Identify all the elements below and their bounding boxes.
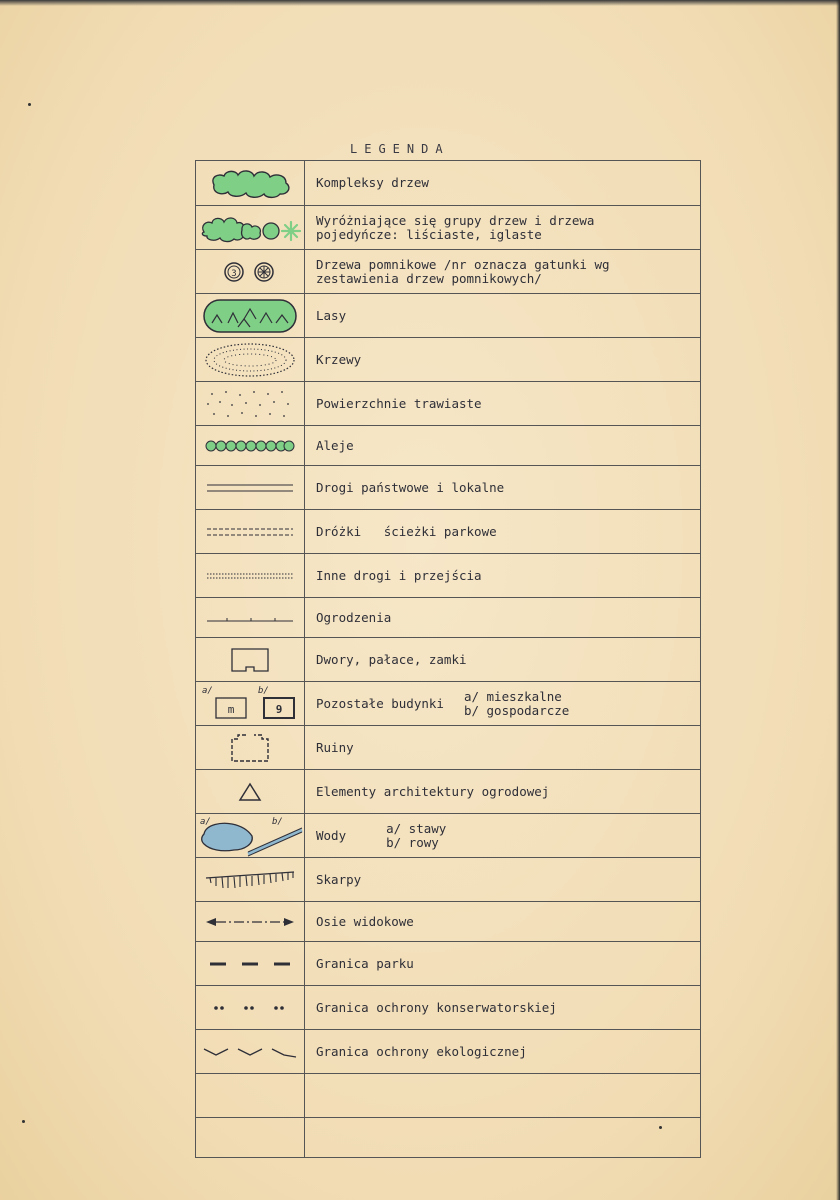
- label-a: a/: [202, 685, 213, 696]
- park-path-icon: [196, 510, 304, 553]
- legend-row: [196, 857, 700, 901]
- legend-row-text: [316, 814, 694, 857]
- shrubs-icon: [196, 338, 304, 381]
- manor-icon: [196, 638, 304, 681]
- legend-row: [196, 769, 700, 813]
- ecological-border-icon: [196, 1030, 304, 1073]
- buildings-sublabels: a/ mieszkalne b/ gospodarcze: [463, 688, 570, 718]
- legend-row: [196, 293, 700, 337]
- label-b: b/: [272, 816, 283, 827]
- legend-row: [196, 637, 700, 681]
- legend-row: [196, 161, 700, 205]
- legend-row-text: Powierzchnie trawiaste: [316, 395, 482, 411]
- legend-row-text: Wyróżniające się grupy drzew i drzewa pojedyńcze: liściaste, iglaste: [316, 212, 595, 242]
- legend-row-text: Ogrodzenia: [316, 609, 392, 625]
- fence-icon: [196, 598, 304, 637]
- legend-row: [196, 941, 700, 985]
- legend-row-text: Elementy architektury ogrodowej: [316, 783, 550, 799]
- legend-row-text: [316, 1074, 694, 1117]
- legend-table: [195, 160, 701, 1158]
- legend-row: [196, 813, 700, 857]
- legend-row: [196, 249, 700, 293]
- monument-trees-icon: [196, 250, 304, 293]
- paper-speck: [28, 103, 31, 106]
- legend-row-text: Lasy: [316, 307, 347, 323]
- legend-row-empty: [196, 1117, 700, 1157]
- legend-row-text: Granica parku: [316, 955, 414, 971]
- label-b: b/: [258, 685, 269, 696]
- scan-shadow-top: [0, 0, 840, 6]
- conservation-border-icon: [196, 986, 304, 1029]
- legend-row-text: [316, 1118, 694, 1157]
- legend-row: [196, 725, 700, 769]
- legend-row: [196, 985, 700, 1029]
- legend-row: [196, 465, 700, 509]
- slope-icon: [196, 858, 304, 901]
- legend-row: [196, 381, 700, 425]
- legend-row-text: Kompleksy drzew: [316, 175, 429, 190]
- legend-row-text: Ruiny: [316, 739, 354, 755]
- legend-row: [196, 553, 700, 597]
- grass-icon: [196, 382, 304, 425]
- park-border-icon: [196, 942, 304, 985]
- legend-row: [196, 1029, 700, 1073]
- legend-row: [196, 205, 700, 249]
- other-path-icon: [196, 554, 304, 597]
- legend-row-text: Drogi państwowe i lokalne: [316, 479, 505, 495]
- legend-row-text: [316, 682, 694, 725]
- buildings-icon: [196, 682, 304, 725]
- legend-row-text: Granica ochrony ekologicznej: [316, 1043, 527, 1059]
- legend-row-empty: [196, 1073, 700, 1117]
- legend-title: LEGENDA: [350, 142, 450, 156]
- legend-row-text: Krzewy: [316, 351, 362, 367]
- scan-shadow-right: [836, 0, 840, 1200]
- legend-row: [196, 597, 700, 637]
- legend-row-text: Granica ochrony konserwatorskiej: [316, 999, 557, 1015]
- legend-row-text: Osie widokowe: [316, 913, 414, 929]
- garden-element-icon: [196, 770, 304, 813]
- label-a: a/: [200, 816, 211, 827]
- water-sublabels: a/ stawy b/ rowy: [386, 820, 447, 850]
- alley-icon: [196, 426, 304, 465]
- legend-row: [196, 337, 700, 381]
- legend-row: [196, 425, 700, 465]
- legend-row: [196, 509, 700, 553]
- legend-row-text: Drzewa pomnikowe /nr oznacza gatunki wg zestawienia drzew pomnikowych/: [316, 256, 610, 286]
- view-axis-icon: [196, 902, 304, 941]
- label-9: 9: [275, 702, 283, 716]
- water-label: Wody: [316, 827, 347, 843]
- legend-row-text: Dwory, pałace, zamki: [316, 651, 467, 667]
- main-road-icon: [196, 466, 304, 509]
- forest-icon: [196, 294, 304, 337]
- legend-row-text: Dróżki ścieżki parkowe: [316, 523, 497, 539]
- tree-cluster-icon: [196, 161, 304, 205]
- svg-text:3: 3: [231, 268, 237, 279]
- label-m: m: [227, 702, 235, 716]
- legend-row-text: Aleje: [316, 437, 354, 453]
- legend-row-text: Inne drogi i przejścia: [316, 567, 482, 583]
- buildings-label: Pozostałe budynki: [316, 695, 444, 711]
- legend-row: [196, 681, 700, 725]
- legend-row: [196, 901, 700, 941]
- legend-row-text: Skarpy: [316, 871, 362, 887]
- paper-speck: [22, 1120, 25, 1123]
- ruins-icon: [196, 726, 304, 769]
- tree-groups-icon: [196, 206, 304, 249]
- water-icon: [196, 814, 304, 857]
